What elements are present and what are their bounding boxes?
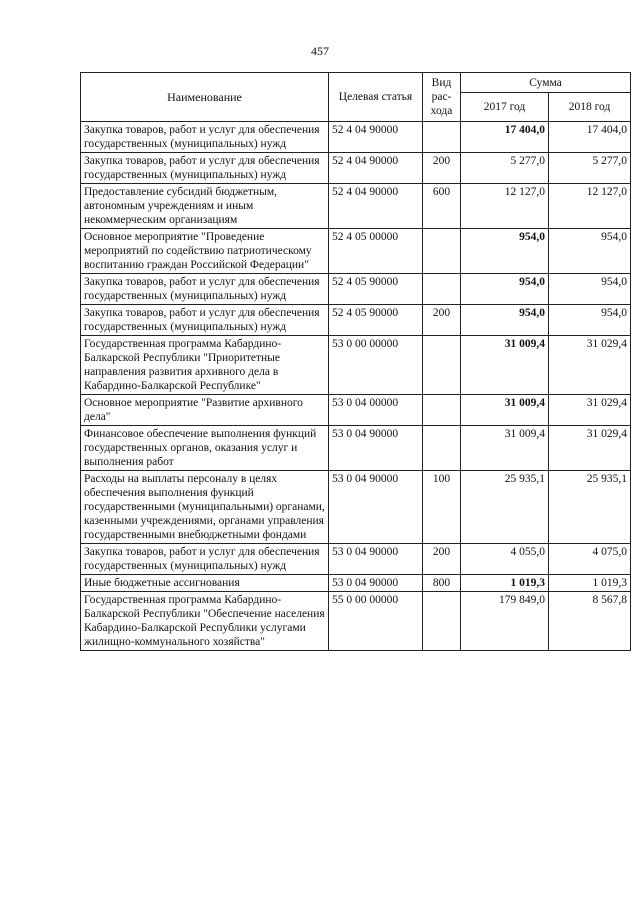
- header-name: Наименование: [81, 73, 329, 122]
- header-row: [81, 73, 631, 93]
- row-kind: 200: [423, 153, 461, 184]
- row-target: 52 4 05 90000: [329, 305, 423, 336]
- row-kind: [423, 274, 461, 305]
- row-target: 53 0 04 90000: [329, 544, 423, 575]
- table-row: [81, 274, 631, 305]
- table-row: [81, 336, 631, 395]
- row-target: 53 0 04 00000: [329, 395, 423, 426]
- row-kind: 800: [423, 575, 461, 592]
- row-kind: 100: [423, 471, 461, 544]
- row-sum-2017: 954,0: [461, 274, 549, 305]
- row-target: 53 0 04 90000: [329, 426, 423, 471]
- row-sum-2017: 1 019,3: [461, 575, 549, 592]
- header-expense-kind: Вид рас-хода: [423, 73, 461, 122]
- row-target: 53 0 04 90000: [329, 471, 423, 544]
- row-name: Основное мероприятие "Проведение мероприятий по содействию патриотическому воспитанию граждан Российской Федерации": [81, 229, 329, 274]
- row-name: Закупка товаров, работ и услуг для обеспечения государственных (муниципальных) нужд: [81, 274, 329, 305]
- row-sum-2018: 31 029,4: [549, 336, 631, 395]
- row-sum-2017: 17 404,0: [461, 122, 549, 153]
- row-name: Расходы на выплаты персоналу в целях обеспечения выполнения функций государственными (муниципальными) органами, казенными учреждениями, органами управления государственными внебюджетными фондами: [81, 471, 329, 544]
- row-name: Закупка товаров, работ и услуг для обеспечения государственных (муниципальных) нужд: [81, 305, 329, 336]
- table-row: [81, 471, 631, 544]
- table-row: [81, 122, 631, 153]
- row-sum-2018: 31 029,4: [549, 395, 631, 426]
- table-row: [81, 426, 631, 471]
- row-name: Предоставление субсидий бюджетным, автономным учреждениям и иным некоммерческим организациям: [81, 184, 329, 229]
- row-target: 52 4 04 90000: [329, 153, 423, 184]
- row-sum-2018: 31 029,4: [549, 426, 631, 471]
- row-sum-2018: 25 935,1: [549, 471, 631, 544]
- row-kind: [423, 336, 461, 395]
- row-sum-2018: 954,0: [549, 229, 631, 274]
- table-row: [81, 229, 631, 274]
- table-row: [81, 305, 631, 336]
- row-kind: [423, 395, 461, 426]
- row-kind: 200: [423, 305, 461, 336]
- row-target: 52 4 04 90000: [329, 184, 423, 229]
- row-target: 55 0 00 00000: [329, 592, 423, 651]
- row-name: Финансовое обеспечение выполнения функций государственных органов, оказания услуг и выполнения работ: [81, 426, 329, 471]
- table-row: [81, 544, 631, 575]
- row-sum-2017: 31 009,4: [461, 395, 549, 426]
- row-sum-2018: 8 567,8: [549, 592, 631, 651]
- row-sum-2017: 954,0: [461, 305, 549, 336]
- row-target: 53 0 04 90000: [329, 575, 423, 592]
- row-target: 53 0 00 00000: [329, 336, 423, 395]
- row-kind: 200: [423, 544, 461, 575]
- row-target: 52 4 04 90000: [329, 122, 423, 153]
- row-name: Основное мероприятие "Развитие архивного дела": [81, 395, 329, 426]
- table-row: [81, 184, 631, 229]
- row-kind: [423, 426, 461, 471]
- row-sum-2017: 12 127,0: [461, 184, 549, 229]
- row-kind: 600: [423, 184, 461, 229]
- row-sum-2018: 4 075,0: [549, 544, 631, 575]
- row-name: Государственная программа Кабардино-Балкарской Республики "Обеспечение населения Кабардино-Балкарской Республики услугами жилищно-коммунального хозяйства": [81, 592, 329, 651]
- row-sum-2018: 5 277,0: [549, 153, 631, 184]
- row-sum-2017: 954,0: [461, 229, 549, 274]
- budget-table: [80, 72, 631, 651]
- header-year-2017: 2017 год: [461, 93, 549, 122]
- header-target-article: Целевая статья: [329, 73, 423, 122]
- row-sum-2018: 954,0: [549, 274, 631, 305]
- row-target: 52 4 05 00000: [329, 229, 423, 274]
- row-sum-2018: 1 019,3: [549, 575, 631, 592]
- table-row: [81, 153, 631, 184]
- row-kind: [423, 122, 461, 153]
- row-sum-2017: 4 055,0: [461, 544, 549, 575]
- row-sum-2018: 17 404,0: [549, 122, 631, 153]
- row-name: Иные бюджетные ассигнования: [81, 575, 329, 592]
- row-sum-2017: 5 277,0: [461, 153, 549, 184]
- header-sum: Сумма: [461, 73, 631, 93]
- row-kind: [423, 229, 461, 274]
- row-sum-2018: 954,0: [549, 305, 631, 336]
- row-sum-2017: 31 009,4: [461, 426, 549, 471]
- row-sum-2018: 12 127,0: [549, 184, 631, 229]
- table-row: [81, 592, 631, 651]
- row-target: 52 4 05 90000: [329, 274, 423, 305]
- page-number: 457: [311, 44, 329, 58]
- row-sum-2017: 31 009,4: [461, 336, 549, 395]
- row-sum-2017: 25 935,1: [461, 471, 549, 544]
- header-year-2018: 2018 год: [549, 93, 631, 122]
- table-row: [81, 395, 631, 426]
- table-row: [81, 575, 631, 592]
- row-name: Государственная программа Кабардино-Балкарской Республики "Приоритетные направления развития архивного дела в Кабардино-Балкарской Республике": [81, 336, 329, 395]
- row-name: Закупка товаров, работ и услуг для обеспечения государственных (муниципальных) нужд: [81, 122, 329, 153]
- row-name: Закупка товаров, работ и услуг для обеспечения государственных (муниципальных) нужд: [81, 544, 329, 575]
- row-sum-2017: 179 849,0: [461, 592, 549, 651]
- row-kind: [423, 592, 461, 651]
- row-name: Закупка товаров, работ и услуг для обеспечения государственных (муниципальных) нужд: [81, 153, 329, 184]
